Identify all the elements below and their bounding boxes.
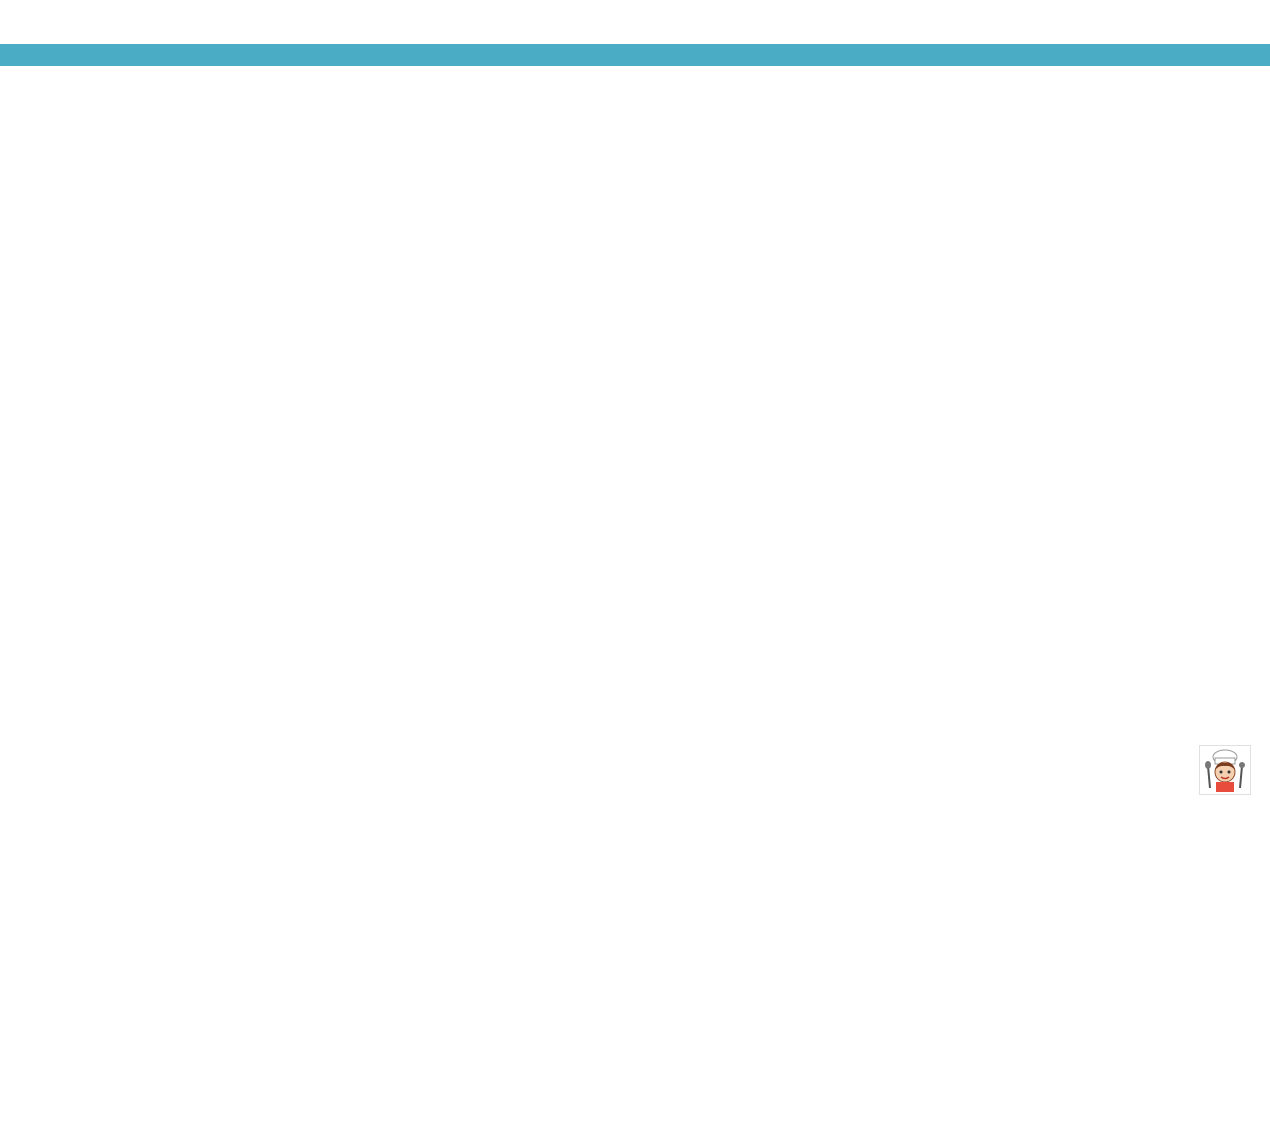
page-title <box>0 0 1270 44</box>
weekday-header-thursday <box>893 44 1082 66</box>
weekday-header-wednesday <box>662 44 893 66</box>
chef-kid-icon <box>1199 745 1251 795</box>
weekday-header-tuesday <box>329 44 662 66</box>
weekday-header-friday <box>1082 44 1270 66</box>
weekday-header-monday <box>0 44 329 66</box>
